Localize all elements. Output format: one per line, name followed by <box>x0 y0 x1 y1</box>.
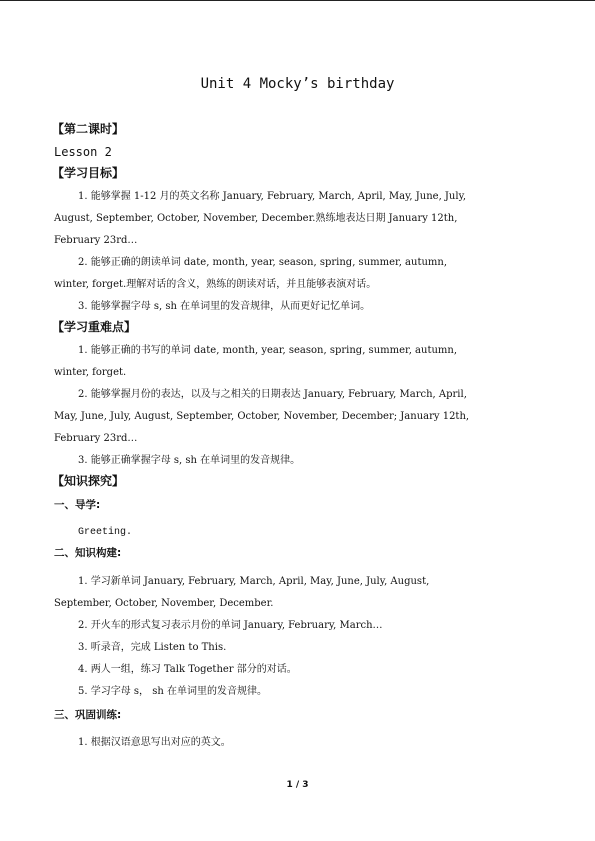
key-points-line: 2. 能够掌握月份的表达，以及与之相关的日期表达 January, February, March, April, <box>78 389 467 400</box>
header-rule <box>0 0 595 1</box>
page-number: 1 / 3 <box>286 780 309 790</box>
document-title: Unit 4 Mocky’s birthday <box>200 76 395 92</box>
objectives-line: August, September, October, November, December.熟练地表达日期 January 12th, <box>54 213 458 224</box>
key-points-line: May, June, July, August, September, October, November, December; January 12th, <box>54 411 470 422</box>
key-points-line: winter, forget. <box>54 367 127 378</box>
objectives-heading: 【学习目标】 <box>52 166 125 180</box>
key-points-line: 3. 能够正确掌握字母 s, sh 在单词里的发音规律。 <box>78 455 301 466</box>
key-points-line: February 23rd… <box>54 433 138 444</box>
build-line: September, October, November, December. <box>54 598 274 609</box>
guide-line: Greeting. <box>78 527 133 538</box>
build-line: 1. 学习新单词 January, February, March, April, May, June, July, August, <box>78 576 430 587</box>
build-heading: 二、知识构建: <box>54 547 122 559</box>
build-line: 5. 学习字母 s， sh 在单词里的发音规律。 <box>78 686 267 697</box>
key-points-line: 1. 能够正确的书写的单词 date, month, year, season, spring, summer, autumn, <box>78 345 458 356</box>
objectives-line: 2. 能够正确的朗读单词 date, month, year, season, spring, summer, autumn, <box>78 257 448 268</box>
objectives-line: 1. 能够掌握 1-12 月的英文名称 January, February, March, April, May, June, July, <box>78 191 467 202</box>
period-heading: 【第二课时】 <box>52 122 125 136</box>
build-line: 2. 开火车的形式复习表示月份的单词 January, February, March… <box>78 620 383 631</box>
guide-heading: 一、导学: <box>54 499 101 511</box>
objectives-line: 3. 能够掌握字母 s, sh 在单词里的发音规律，从而更好记忆单词。 <box>78 301 371 312</box>
objectives-line: winter, forget.理解对话的含义，熟练的朗读对话，并且能够表演对话。 <box>54 279 377 290</box>
practice-line: 1. 根据汉语意思写出对应的英文。 <box>78 737 231 748</box>
lesson-label: Lesson 2 <box>54 145 112 159</box>
build-line: 4. 两人一组，练习 Talk Together 部分的对话。 <box>78 664 297 675</box>
objectives-line: February 23rd… <box>54 235 138 246</box>
key-points-heading: 【学习重难点】 <box>52 320 137 334</box>
practice-heading: 三、巩固训练: <box>54 709 122 721</box>
build-line: 3. 听录音，完成 Listen to This. <box>78 642 227 653</box>
explore-heading: 【知识探究】 <box>52 474 125 488</box>
